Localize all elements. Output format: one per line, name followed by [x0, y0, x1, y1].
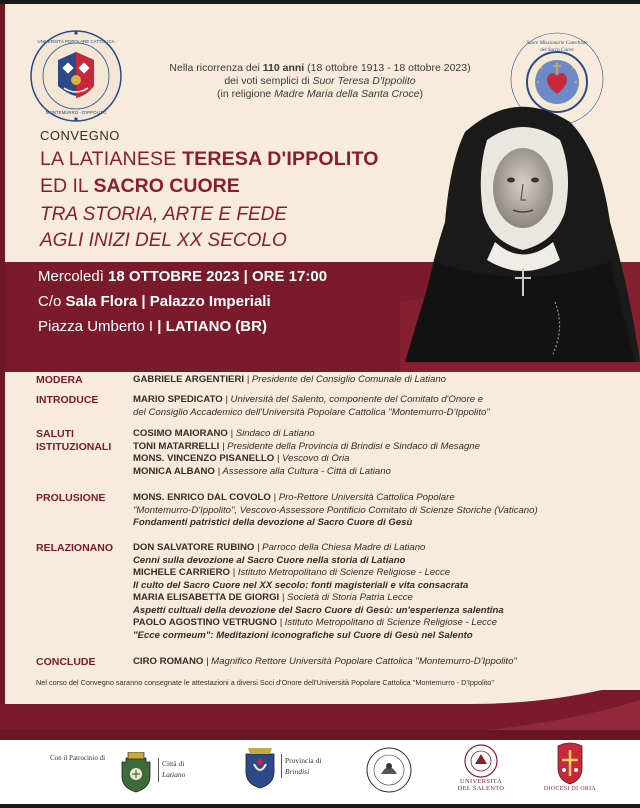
banner-city: | LATIANO (BR) — [157, 318, 267, 335]
speaker-name: MARIO SPEDICATO — [133, 394, 223, 405]
intro-anniversary: 110 anni — [262, 62, 305, 74]
patronage-label: Con il Patrocinio di — [50, 754, 106, 762]
program-lines — [133, 374, 613, 387]
program-line — [133, 374, 613, 387]
banner-venue-name: Sala Flora | Palazzo Imperiali — [65, 293, 271, 310]
unisalento-label2: DEL SALENTO — [457, 785, 505, 792]
portrait-photo — [395, 92, 640, 362]
unisalento-logo-icon — [462, 744, 500, 778]
program-line — [133, 605, 613, 618]
divider — [281, 754, 282, 778]
speaker-name: MONS. VINCENZO PISANELLO — [133, 453, 275, 464]
talk-title: "Ecce cormeum": Meditazioni iconografiche sul Cuore di Gesù nel Salento — [133, 629, 473, 641]
program-line — [133, 453, 613, 466]
title2-pre: ED IL — [40, 175, 94, 197]
brindisi-crest-icon — [240, 746, 280, 790]
brindisi-label2: Brindisi — [285, 767, 310, 776]
bottom-wave — [0, 690, 640, 740]
talk-title: Il culto del Sacro Cuore nel XX secolo: fonti magisteriali e vita consacrata — [133, 579, 469, 591]
brindisi-label1: Provincia di — [285, 756, 322, 765]
university-logo — [30, 30, 122, 122]
event-title-line1 — [40, 148, 379, 171]
program-line — [133, 407, 613, 420]
intro-line3-post: ) — [419, 88, 424, 100]
intro-line2-pre: dei voti semplici di — [224, 75, 313, 87]
divider — [158, 758, 159, 782]
speaker-desc: | Magnifico Rettore Università Popolare Cattolica "Montemurro-D'Ippolito" — [203, 656, 517, 667]
program-line — [133, 428, 613, 441]
speaker-desc: | Istituto Metropolitano di Scienze Religiose - Lecce — [230, 567, 451, 578]
program-lines — [133, 492, 613, 530]
oria-label: DIOCESI DI ORIA — [543, 786, 597, 792]
program-role: CONCLUDE — [36, 656, 96, 668]
program-line — [133, 630, 613, 643]
speaker-name: DON SALVATORE RUBINO — [133, 542, 255, 553]
program-line — [133, 492, 613, 505]
speaker-desc: | Vescovo di Oria — [274, 453, 350, 464]
intro-nun-name: Suor Teresa D'Ippolito — [312, 75, 416, 87]
program-line — [133, 580, 613, 593]
program-line — [133, 542, 613, 555]
intro-religious-name: Madre Maria della Santa Croce — [274, 88, 420, 100]
title1-pre: LA LATIANESE — [40, 148, 183, 170]
intro-line3-pre: (in religione — [216, 88, 275, 100]
oria-diocese-crest-icon — [552, 742, 588, 786]
banner-venue — [38, 293, 271, 310]
speaker-name: TONI MATARRELLI — [133, 440, 220, 452]
title1-bold: TERESA D'IPPOLITO — [182, 148, 379, 170]
speaker-name: COSIMO MAIORANO — [133, 428, 228, 439]
program-line — [133, 567, 613, 580]
program-role: PROLUSIONE — [36, 492, 106, 504]
speaker-desc: | Parroco della Chiesa Madre di Latiano — [254, 542, 426, 553]
banner-address-pre: Piazza Umberto I — [38, 318, 158, 335]
banner-venue-pre: C/o — [38, 293, 66, 310]
program-line — [133, 617, 613, 630]
latiano-label2: Latiano — [162, 770, 186, 779]
storia-patria-seal-icon — [365, 746, 413, 794]
speaker-name: MONICA ALBANO — [133, 465, 215, 477]
speaker-name: GABRIELE ARGENTIERI — [133, 374, 245, 385]
event-kind: CONVEGNO — [40, 128, 120, 143]
program-line — [133, 441, 613, 454]
program-line — [133, 517, 613, 530]
speaker-desc: | Presidente della Provincia di Brindisi e Sindaco di Mesagne — [219, 440, 480, 452]
program-role: MODERA — [36, 374, 83, 386]
event-subtitle-line1: TRA STORIA, ARTE E FEDE — [40, 204, 288, 225]
speaker-desc: | Università del Salento, componente del Comitato d'Onore e — [222, 394, 484, 405]
speaker-desc: del Consiglio Accademico dell'Università Popolare Cattolica "Montemurro-D'Ippolito" — [133, 406, 490, 418]
event-title-line2 — [40, 175, 240, 198]
svg-text:MONTEMURRO - D'IPPOLITO: MONTEMURRO - D'IPPOLITO — [45, 110, 107, 115]
speaker-desc: | Presidente del Consiglio Comunale di Latiano — [244, 374, 446, 385]
program-line — [133, 555, 613, 568]
talk-title: Fondamenti patristici della devozione al Sacro Cuore di Gesù — [133, 517, 413, 528]
latiano-label1: Città di — [162, 759, 185, 768]
program-role: RELAZIONANO — [36, 542, 113, 554]
program-lines — [133, 394, 613, 419]
svg-text:Suore Missionarie Catechiste: Suore Missionarie Catechiste — [526, 40, 588, 46]
speaker-desc: | Istituto Metropolitano di Scienze Religiose - Lecce — [276, 617, 497, 628]
bottom-border — [0, 804, 640, 808]
banner-date-time: 18 OTTOBRE 2023 | ORE 17:00 — [108, 268, 328, 285]
banner-weekday: Mercoledì — [38, 268, 109, 285]
program-line — [133, 592, 613, 605]
speaker-desc: | Sindaco di Latiano — [227, 428, 315, 439]
speaker-name: MONS. ENRICO DAL COVOLO — [133, 492, 271, 503]
speaker-desc: | Assessore alla Cultura - Città di Latiano — [214, 465, 391, 477]
patronage-area — [0, 740, 640, 808]
speaker-desc: | Società di Storia Patria Lecce — [279, 592, 413, 603]
intro-dates: (18 ottobre 1913 - 18 ottobre 2023) — [304, 62, 471, 74]
talk-title: Aspetti cultuali della devozione del Sacro Cuore di Gesù: un'esperienza salentina — [133, 604, 504, 616]
speaker-name: MARIA ELISABETTA DE GIORGI — [133, 592, 280, 603]
svg-text:UNIVERSITÀ POPOLARE CATTOLICA: UNIVERSITÀ POPOLARE CATTOLICA — [37, 39, 115, 44]
program-role: INTRODUCE — [36, 394, 99, 406]
event-subtitle-line2: AGLI INIZI DEL XX SECOLO — [40, 230, 287, 251]
program-line — [133, 656, 613, 669]
left-border — [0, 4, 5, 740]
speaker-name: CIRO ROMANO — [133, 656, 204, 667]
speaker-name: PAOLO AGOSTINO VETRUGNO — [133, 617, 277, 628]
title2-bold: SACRO CUORE — [93, 175, 240, 197]
program-line — [133, 466, 613, 479]
unisalento-label — [452, 778, 510, 792]
unisalento-label1: UNIVERSITÀ — [460, 778, 502, 785]
talk-title: Cenni sulla devozione al Sacro Cuore nella storia di Latiano — [133, 554, 406, 566]
svg-text:del Sacro Cuore: del Sacro Cuore — [540, 47, 574, 53]
program-line — [133, 505, 613, 518]
program-line — [133, 394, 613, 407]
program-role: SALUTI ISTITUZIONALI — [36, 428, 112, 453]
program-lines — [133, 542, 613, 642]
speaker-desc: "Montemurro-D'Ippolito", Vescovo-Assessore Pontificio Comitato di Scienze Storiche (Vaticano) — [133, 504, 538, 516]
latiano-crest-icon — [118, 752, 154, 794]
program-lines — [133, 428, 613, 478]
speaker-desc: | Pro-Rettore Università Cattolica Popolare — [270, 492, 455, 503]
intro-line1-pre: Nella ricorrenza dei — [169, 62, 263, 74]
speaker-name: MICHELE CARRIERO — [133, 567, 231, 578]
program-lines — [133, 656, 613, 669]
footnote: Nel corso del Convegno saranno consegnate le attestazioni a diversi Soci d'Onore dell'Università Popolare Cattolica "Montemurro - D'Ippolito" — [36, 678, 494, 687]
banner-date — [38, 268, 327, 285]
banner-address — [38, 318, 267, 335]
